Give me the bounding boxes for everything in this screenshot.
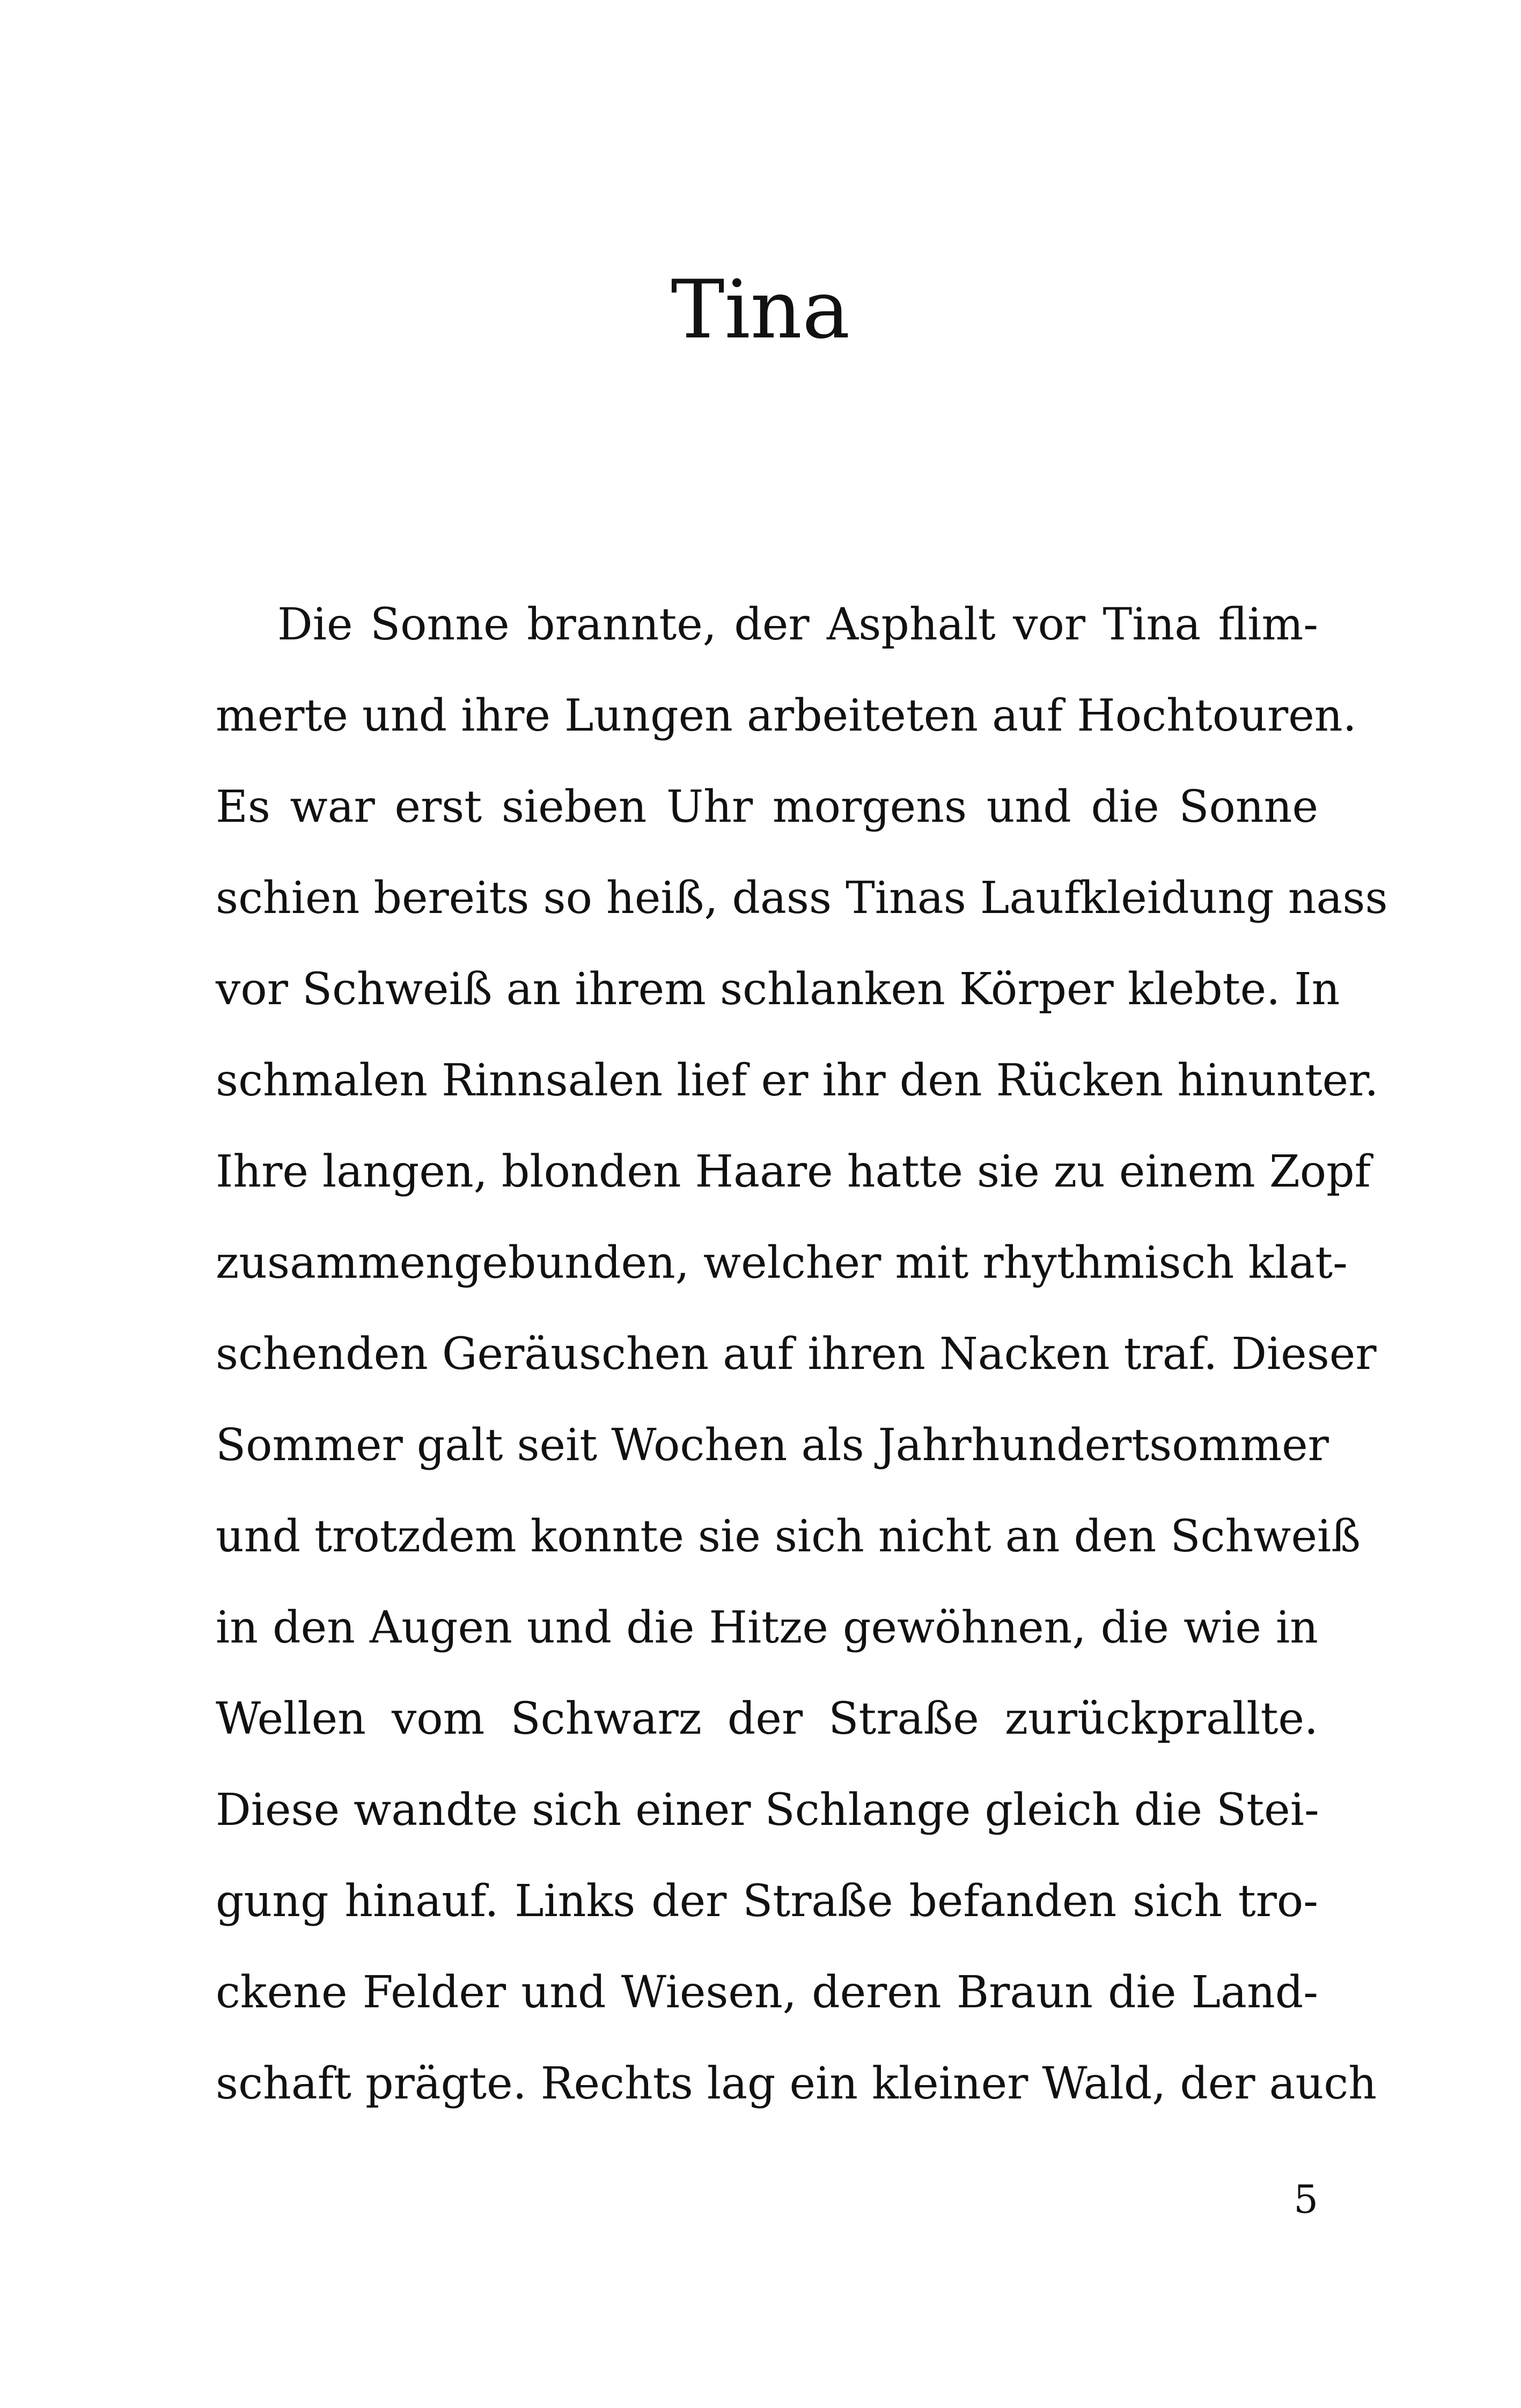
body-text	[216, 579, 1388, 2130]
text-line: Diese wandte sich einer Schlange gleich die Stei-	[216, 1785, 1319, 1836]
text-line: schien bereits so heiß, dass Tinas Laufkleidung nass	[216, 873, 1388, 924]
text-line: und trotzdem konnte sie sich nicht an den Schweiß	[216, 1511, 1361, 1562]
page-number: 5	[1294, 2177, 1318, 2222]
text-line: Wellen vom Schwarz der Straße zurückprallte.	[216, 1693, 1318, 1744]
text-line: merte und ihre Lungen arbeiteten auf Hochtouren.	[216, 690, 1357, 741]
text-line: schmalen Rinnsalen lief er ihr den Rücken hinunter.	[216, 1055, 1379, 1106]
text-line: ckene Felder und Wiesen, deren Braun die Land-	[216, 1967, 1318, 2018]
text-line: Ihre langen, blonden Haare hatte sie zu einem Zopf	[216, 1146, 1371, 1197]
text-line: Die Sonne brannte, der Asphalt vor Tina flim-	[277, 599, 1318, 650]
text-line: gung hinauf. Links der Straße befanden sich tro-	[216, 1876, 1318, 1927]
text-line: Es war erst sieben Uhr morgens und die Sonne	[216, 782, 1318, 833]
text-line: Sommer galt seit Wochen als Jahrhundertsommer	[216, 1420, 1329, 1471]
text-line: schaft prägte. Rechts lag ein kleiner Wald, der auch	[216, 2058, 1377, 2109]
text-line: zusammengebunden, welcher mit rhythmisch klat-	[216, 1238, 1348, 1288]
text-line: vor Schweiß an ihrem schlanken Körper klebte. In	[216, 964, 1340, 1015]
text-line: schenden Geräuschen auf ihren Nacken traf. Dieser	[216, 1329, 1377, 1380]
text-line: in den Augen und die Hitze gewöhnen, die wie in	[216, 1602, 1318, 1653]
chapter-title: Tina	[671, 263, 850, 357]
